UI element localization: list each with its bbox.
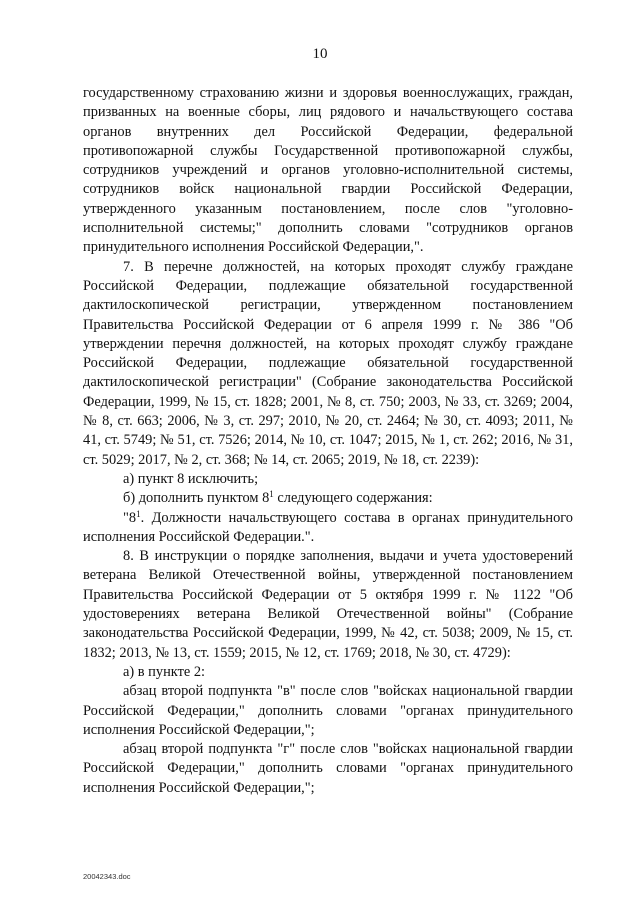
page-number: 10 [312,46,328,62]
paragraph-insurance-continuation: государственному страхованию жизни и здоровья военнослужащих, граждан, призванных на военные сборы, лиц рядового и начальствующего состава органов внутренних дел Российской Федерации, федеральной противопожарной службы Государственной противопожарной службы, сотрудников учреждений и органов уголовно-исполнительной системы, сотрудников войск национальной гвардии Российской Федерации, утвержденного указанным постановлением, после слов "уголовно-исполнительной системы;" дополнить словами "сотрудников органов принудительного исполнения Российской Федерации,". [83,85,573,256]
paragraph-item-8-1-quote [83,509,573,548]
paragraph-item-7: 7. В перечне должностей, на которых проходят службу граждане Российской Федерации, подлежащие обязательной государственной дактилоскопической регистрации, утвержденном постановлением Правительства Российской Федерации от 6 апреля 1999 г. № 386 "Об утверждении перечня должностей, на которых проходят службу граждане Российской Федерации, подлежащие обязательной государственной дактилоскопической регистрации" (Собрание законодательства Российской Федерации, 1999, № 15, ст. 1828; 2001, № 8, ст. 750; 2003, № 33, ст. 3269; 2004, № 8, ст. 663; 2006, № 3, ст. 297; 2010, № 20, ст. 2464; № 30, ст. 4093; 2011, № 41, ст. 5749; № 51, ст. 7526; 2014, № 10, ст. 1047; 2015, № 1, ст. 262; 2016, № 31, ст. 5029; 2017, № 2, ст. 368; № 14, ст. 2065; 2019, № 18, ст. 2239): [83,258,573,468]
paragraph-item-8a: а) в пункте 2: [123,663,206,680]
quote-text-start: "8 [123,509,137,526]
paragraph-item-7b [83,489,573,508]
paragraph-item-7b-text-end: следующего содержания: [273,490,433,507]
footer-filename: 20042343.doc [83,872,131,881]
quote-text-end: . Должности начальствующего состава в органах принудительного исполнения Российской Федерации.". [83,509,573,545]
paragraph-subitem-g: абзац второй подпункта "г" после слов "войсках национальной гвардии Российской Федерации," дополнить словами "органах принудительного исполнения Российской Федерации,"; [83,741,573,796]
superscript: 1 [269,489,274,500]
document-body [83,84,573,798]
paragraph-subitem-v: абзац второй подпункта "в" после слов "войсках национальной гвардии Российской Федерации," дополнить словами "органах принудительного исполнения Российской Федерации,"; [83,683,573,738]
paragraph-item-8: 8. В инструкции о порядке заполнения, выдачи и учета удостоверений ветерана Великой Отечественной войны, утвержденной постановлением Правительства Российской Федерации от 5 октября 1999 г. № 1122 "Об удостоверениях ветерана Великой Отечественной войны" (Собрание законодательства Российской Федерации, 1999, № 42, ст. 5038; 2009, № 15, ст. 1832; 2013, № 13, ст. 1559; 2015, № 12, ст. 1769; 2018, № 30, ст. 4729): [83,548,573,661]
paragraph-item-7a: а) пункт 8 исключить; [123,470,259,487]
superscript: 1 [136,508,141,519]
paragraph-item-7b-text: б) дополнить пунктом 8 [123,490,270,507]
